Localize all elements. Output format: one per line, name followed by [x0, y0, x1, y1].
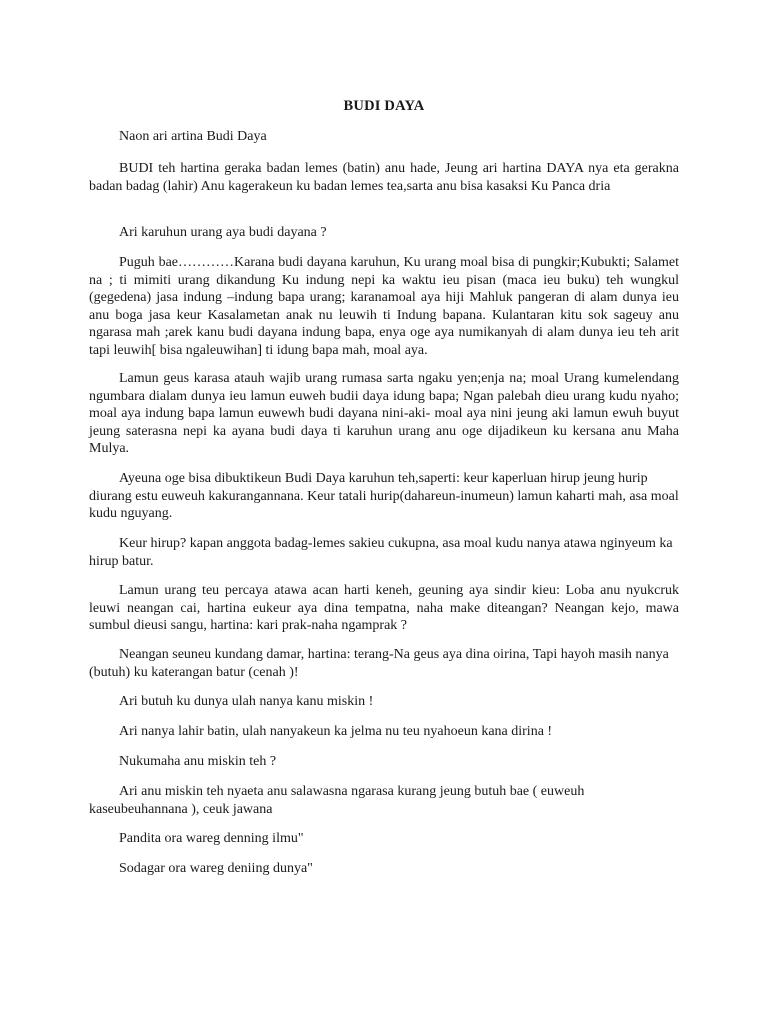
- paragraph-15: Sodagar ora wareg deniing dunya": [119, 861, 313, 876]
- paragraph-6: Ayeuna oge bisa dibuktikeun Budi Daya karuhun teh,saperti: keur kaperluan hirup jeung hurip diurang estu euweuh kakurangannana. Keur tatali hurip(dahareun-inumeun) lamun kaharti mah, asa moal kudu nguyang.: [89, 471, 679, 521]
- paragraph-1: Naon ari artina Budi Daya: [119, 129, 267, 144]
- paragraph-8: Lamun urang teu percaya atawa acan harti keneh, geuning aya sindir kieu: Loba anu nyukcruk leuwi neangan cai, hartina eukeur aya dina tempatna, naha make diteangan? Neangan kejo, mawa sumbul dieusi sangu, hartina: kari prak-naha ngamprak ?: [89, 583, 679, 633]
- paragraph-13: Ari anu miskin teh nyaeta anu salawasna ngarasa kurang jeung butuh bae ( euweuh kaseubeuhannana ), ceuk jawana: [89, 784, 585, 817]
- paragraph-7: Keur hirup? kapan anggota badag-lemes sakieu cukupna, asa moal kudu nanya atawa nginyeum ka hirup batur.: [89, 536, 673, 569]
- paragraph-9: Neangan seuneu kundang damar, hartina: terang-Na geus aya dina oirina, Tapi hayoh masih nanya (butuh) ku katerangan batur (cenah )!: [89, 647, 669, 680]
- document-title: BUDI DAYA: [343, 98, 425, 114]
- paragraph-4: Puguh bae…………Karana budi dayana karuhun, Ku urang moal bisa di pungkir;Kubukti; Salamet na ; ti mimiti urang dikandung Ku indung nepi ka waktu ieu pisan (maca ieu buku) teh wungkul (gegedena) jasa indung –indung bapa urang; karanamoal aya hiji Mahluk pangeran di alam dunya ieu anu boga jasa keur Kasalametan anak nu leuwih ti Indung bapana. Kulantaran kitu sok sageuy anu ngarasa mah ;arek kanu budi dayana indung bapa, enya oge aya numikanyah di alam dunya ieu teh arit tapi leuwih[ bisa ngaleuwihan] ti idung bapa mah, moal aya.: [89, 255, 679, 358]
- paragraph-11: Ari nanya lahir batin, ulah nanyakeun ka jelma nu teu nyahoeun kana dirina !: [119, 724, 553, 739]
- paragraph-10: Ari butuh ku dunya ulah nanya kanu miskin !: [119, 694, 374, 709]
- paragraph-14: Pandita ora wareg denning ilmu": [119, 831, 304, 846]
- paragraph-5: Lamun geus karasa atauh wajib urang rumasa sarta ngaku yen;enja na; moal Urang kumelendang ngumbara dialam dunya ieu lamun euweh budii daya idung bapa; Ngan palebah dieu urang kudu nyaho; moal aya indung bapa lamun euwewh budi dayana nini-aki- moal aya nini jeung aki lamun ewuh buyut jeung saterasna nepi ka ayana budi daya ti karuhun urang anu oge dijadikeun ku kersana anu Maha Mulya.: [89, 371, 679, 456]
- paragraph-12: Nukumaha anu miskin teh ?: [119, 754, 277, 769]
- paragraph-3: Ari karuhun urang aya budi dayana ?: [119, 225, 327, 240]
- paragraph-2: BUDI teh hartina geraka badan lemes (batin) anu hade, Jeung ari hartina DAYA nya eta gerakna badan badag (lahir) Anu kagerakeun ku badan lemes tea,sarta anu bisa kasaksi Ku Panca dria: [89, 161, 679, 194]
